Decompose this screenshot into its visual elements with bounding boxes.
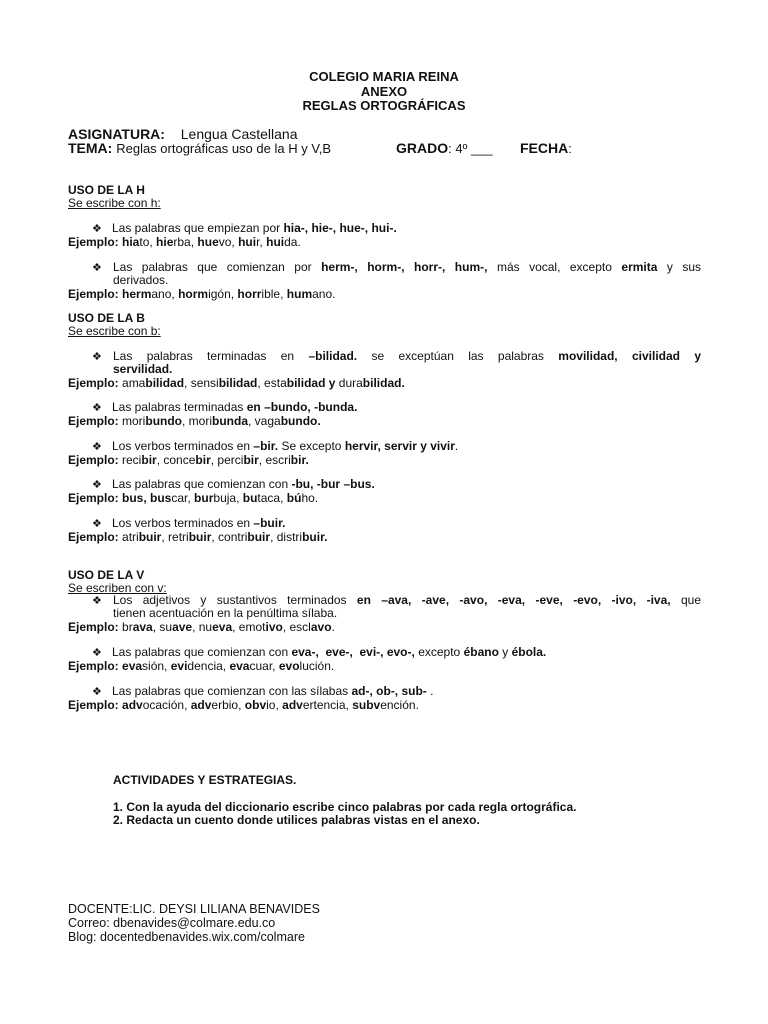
ex-text: dura [335,376,363,390]
ex-text: reci [122,453,142,467]
section-b-subtitle: Se escribe con b: [68,324,161,338]
ex-text: car, [171,491,195,505]
bullet-icon: ❖ [92,351,102,363]
rule-text: y [498,645,512,659]
ex-text: , perci [210,453,244,467]
bullet-icon: ❖ [92,479,102,491]
ex-bold: bilidad. [362,376,405,390]
bullet-icon: ❖ [92,647,102,659]
rule-text: más vocal, excepto [487,260,622,274]
grade-field [396,141,493,156]
rule-text: . [426,684,434,698]
ex-bold: bur [194,491,214,505]
rule-v2 [92,646,546,660]
ex-text: , mori [182,414,213,428]
rule-text: Las palabras que comienzan con [112,645,292,659]
example-b3 [68,453,309,467]
bullet-icon: ❖ [92,441,102,453]
subject-value: Lengua Castellana [180,126,298,142]
document-title: REGLAS ORTOGRÁFICAS [302,98,466,113]
bullet-icon: ❖ [92,402,102,414]
rule-bold: hia-, hie-, hue-, hui-. [283,221,397,235]
ex-bold: hia [122,235,140,249]
rule-bold: hervir, servir y vivir [344,439,455,453]
date-value: : [568,141,572,156]
ex-text: br [122,620,133,634]
ex-bold: adv [190,698,212,712]
ex-text: lución. [299,659,335,673]
ex-bold: bú [286,491,302,505]
rule-b1 [113,350,701,363]
ex-bold: herm [122,287,152,301]
ex-text: , escri [258,453,291,467]
ex-bold: ave [172,620,193,634]
ex-text: atri [122,530,139,544]
ex-bold: buir [138,530,162,544]
section-b-title: USO DE LA B [68,311,145,325]
example-v2 [68,659,334,673]
rule-bold: movilidad, civilidad y [558,349,701,363]
activity-item-1: 1. Con la ayuda del diccionario escribe cinco palabras por cada regla ortográfica. [113,800,577,814]
rule-b5 [92,517,285,531]
ex-bold: subv [352,698,381,712]
example-b1 [68,376,405,390]
ex-text: io, [266,698,283,712]
ex-text: ertencia, [302,698,353,712]
rule-b1-bullet [92,350,112,364]
ex-text: , nu [192,620,213,634]
subject-label: ASIGNATURA: [68,126,165,142]
school-name: COLEGIO MARIA REINA [309,69,459,84]
ex-text: dencia, [187,659,230,673]
ex-bold: buir [247,530,271,544]
ex-bold: eva [122,659,143,673]
ex-text: sión, [142,659,171,673]
grade-label: GRADO [396,140,449,156]
teacher-email: Correo: dbenavides@colmare.edu.co [68,916,276,930]
rule-text: se exceptúan las palabras [357,349,559,363]
ex-bold: obv [244,698,267,712]
annex-label: ANEXO [360,83,408,99]
rule-bold: ébola. [511,645,547,659]
ex-text: , escl [282,620,311,634]
ex-text: , sensi [184,376,219,390]
ex-text: , contri [211,530,248,544]
ex-bold: adv [122,698,143,712]
ex-text: vo, [218,235,239,249]
example-label: Ejemplo: [68,659,119,673]
example-label: Ejemplo: [68,530,119,544]
ex-bold: adv [282,698,303,712]
rule-h2-line2: derivados. [113,273,169,287]
ex-text: ención. [380,698,419,712]
rule-b1-line2 [113,363,701,376]
rule-text: Las palabras que comienzan con las sílabas [112,684,352,698]
ex-bold: bundo. [280,414,321,428]
ex-bold: evo [278,659,300,673]
bullet-icon: ❖ [92,595,102,607]
rule-b2 [92,401,357,415]
rule-text: Se excepto [278,439,345,453]
ex-bold: bilidad [218,376,258,390]
section-v-title: USO DE LA V [68,568,145,582]
date-field [520,141,572,156]
example-b2 [68,414,321,428]
example-label: Ejemplo: [68,235,119,249]
rule-text: . [454,439,459,453]
rule-bold: en –bundo, -bunda. [246,400,358,414]
example-label: Ejemplo: [68,620,119,634]
example-label: Ejemplo: [68,698,119,712]
rule-bold: –buir. [253,516,286,530]
ex-text: mori [122,414,146,428]
ex-text: buja, [213,491,243,505]
ex-text: . [331,620,335,634]
example-label: Ejemplo: [68,491,119,505]
section-v-subtitle: Se escriben con v: [68,581,167,595]
ex-bold: bu [242,491,258,505]
rule-bold: en –ava, -ave, -avo, -eva, -eve, -evo, -ivo, -iva, [356,593,671,607]
ex-bold: eva [212,620,233,634]
ex-text: taca, [257,491,287,505]
date-label: FECHA [520,140,569,156]
ex-bold: bir [141,453,157,467]
ex-text: da. [284,235,301,249]
ex-bold: hui [238,235,257,249]
ex-text: , vaga [248,414,281,428]
ex-text: , emot [232,620,266,634]
rule-text: Las palabras terminadas en [113,349,309,363]
ex-bold: hui [266,235,285,249]
ex-text: r, [256,235,267,249]
ex-bold: bilidad y [286,376,336,390]
ex-bold: buir. [302,530,328,544]
ex-bold: bir [243,453,259,467]
ex-bold: bir. [290,453,309,467]
grade-value: : 4º ___ [448,141,493,156]
topic-value: Reglas ortográficas uso de la H y V,B [116,141,332,156]
example-label: Ejemplo: [68,453,119,467]
rule-bold: -bu, -bur –bus. [291,477,375,491]
ex-bold: evi [170,659,188,673]
bullet-icon: ❖ [92,518,102,530]
rule-text: Los verbos terminados en [112,439,254,453]
ex-bold: horr [237,287,262,301]
ex-text: , distri [270,530,303,544]
section-h-title: USO DE LA H [68,183,145,197]
ex-bold: ava [132,620,153,634]
ex-text: , retri [161,530,189,544]
ex-text: , conce [156,453,196,467]
ex-text: ocación, [142,698,191,712]
rule-bold: eva-, eve-, evi-, evo-, [291,645,415,659]
ex-bold: bus, bus [122,491,172,505]
ex-text: erbio, [211,698,245,712]
example-h1 [68,235,301,249]
rule-text: y sus [657,260,702,274]
ex-bold: avo [310,620,332,634]
ex-bold: hue [197,235,219,249]
ex-text: ano. [312,287,336,301]
ex-bold: bilidad [145,376,185,390]
rule-v1-line2: tienen acentuación en la penúltima sílaba. [113,606,338,620]
bullet-icon: ❖ [92,262,102,274]
rule-h2-bullet [92,261,112,275]
rule-bold: ermita [621,260,658,274]
activities-title: ACTIVIDADES Y ESTRATEGIAS. [113,773,297,787]
rule-bold: ébano [463,645,499,659]
rule-text: Los adjetivos y sustantivos terminados [113,593,357,607]
topic-label: TEMA: [68,140,113,156]
rule-bold: –bilidad. [308,349,358,363]
rule-text: excepto [414,645,464,659]
rule-bold: herm-, horm-, horr-, hum-, [321,260,488,274]
ex-bold: buir [188,530,212,544]
subject-line [68,127,298,141]
document-header [0,70,768,114]
rule-text: Las palabras que comienzan por [113,260,322,274]
rule-bold: servilidad. [113,362,173,376]
example-v1 [68,620,335,634]
ex-text: , esta [257,376,287,390]
rule-h2 [113,261,701,274]
ex-bold: bunda [212,414,249,428]
ex-bold: horm [178,287,209,301]
ex-text: ible, [261,287,287,301]
example-b5 [68,530,327,544]
ex-bold: hum [286,287,313,301]
example-label: Ejemplo: [68,414,119,428]
ex-bold: bundo [145,414,183,428]
rule-b3 [92,440,458,454]
topic-line [68,141,331,156]
ex-bold: bir [195,453,211,467]
example-label: Ejemplo: [68,287,119,301]
section-h-subtitle: Se escribe con h: [68,196,161,210]
ex-text: rba, [173,235,198,249]
rule-v3 [92,685,433,699]
ex-text: ano, [151,287,179,301]
ex-text: to, [139,235,157,249]
ex-text: igón, [208,287,238,301]
rule-h1 [92,222,397,236]
ex-text: ama [122,376,146,390]
rule-text: Los verbos terminados en [112,516,254,530]
example-b4 [68,491,318,505]
ex-text: ho. [301,491,319,505]
activity-item-2: 2. Redacta un cuento donde utilices palabras vistas en el anexo. [113,813,480,827]
ex-text: , su [152,620,173,634]
bullet-icon: ❖ [92,223,102,235]
rule-text: que [670,593,701,607]
ex-bold: eva [229,659,250,673]
bullet-icon: ❖ [92,686,102,698]
ex-text: cuar, [249,659,279,673]
ex-bold: ivo [265,620,283,634]
rule-text: Las palabras que comienzan con [112,477,292,491]
rule-v1-bullet [92,594,112,608]
teacher-name: DOCENTE:LIC. DEYSI LILIANA BENAVIDES [68,902,320,916]
example-v3 [68,698,419,712]
rule-bold: –bir. [253,439,279,453]
rule-text: Las palabras que empiezan por [112,221,284,235]
ex-bold: hie [156,235,174,249]
teacher-blog: Blog: docentedbenavides.wix.com/colmare [68,930,305,944]
rule-b4 [92,478,375,492]
example-h2 [68,287,335,301]
example-label: Ejemplo: [68,376,119,390]
rule-bold: ad-, ob-, sub- [351,684,427,698]
rule-text: Las palabras terminadas [112,400,247,414]
